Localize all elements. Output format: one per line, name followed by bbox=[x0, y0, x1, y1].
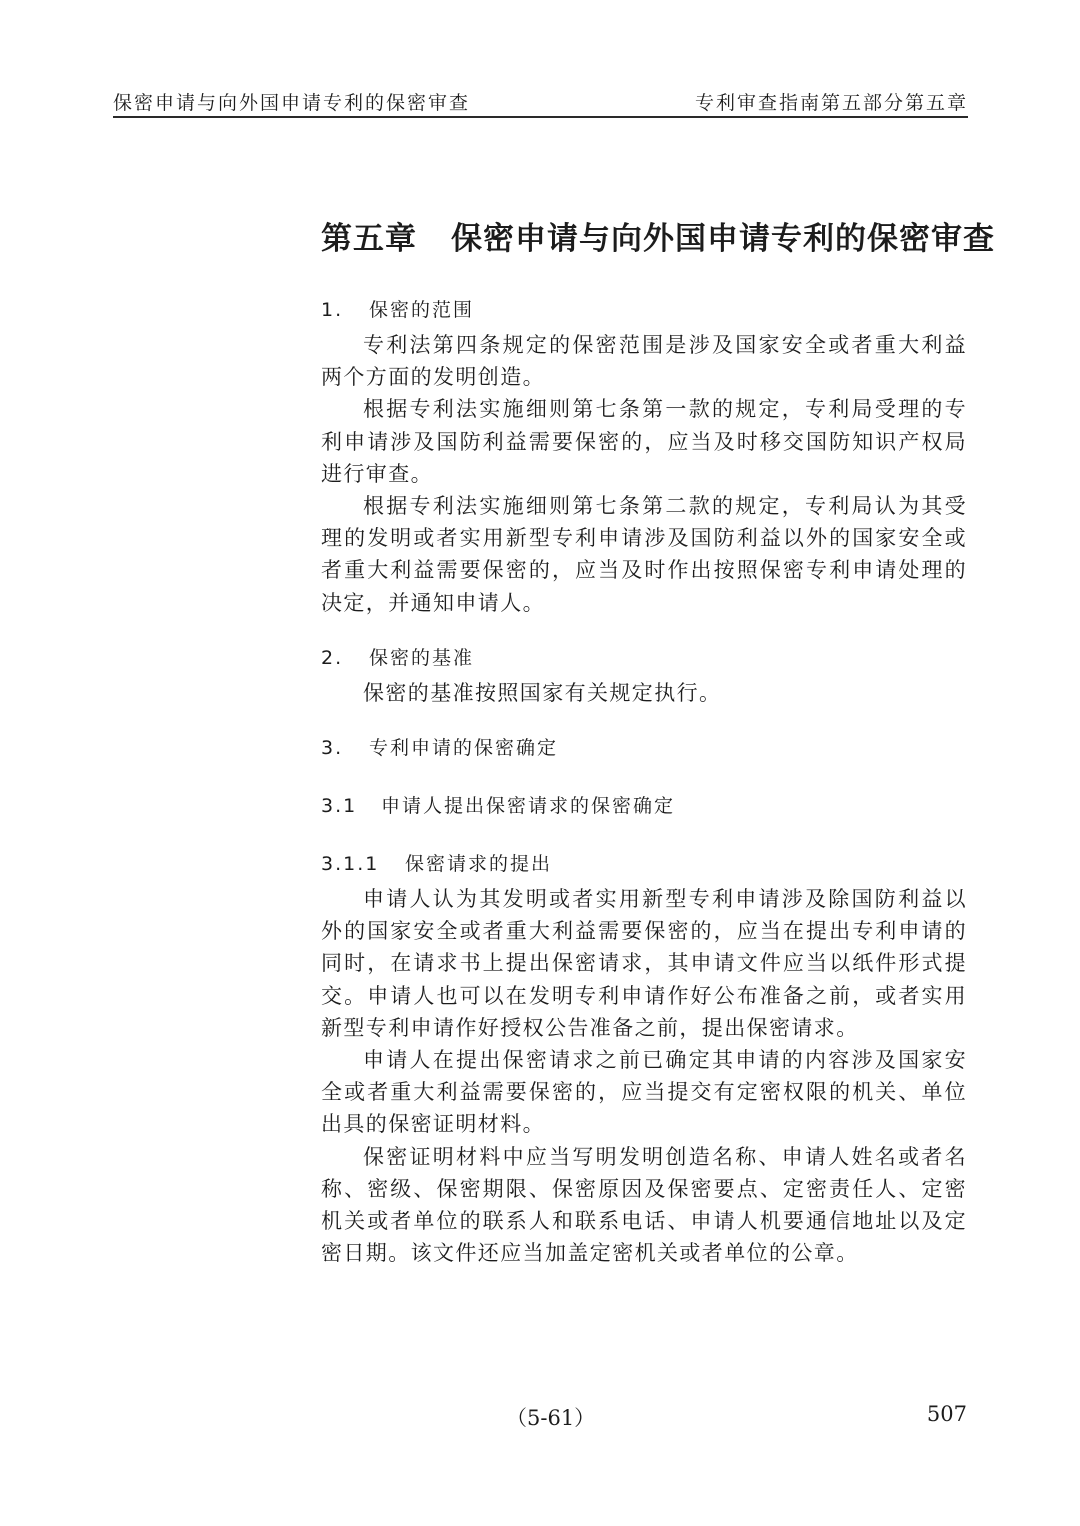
section-number: 3.1.1 bbox=[321, 853, 380, 876]
section-number: 1. bbox=[321, 299, 344, 321]
paragraph: 保密的基准按照国家有关规定执行。 bbox=[363, 680, 722, 705]
paragraph: 保密证明材料中应当写明发明创造名称、申请人姓名或者名称、密级、保密期限、保密原因及保密要点、定密责任人、定密机关或者单位的联系人和联系电话、申请人机要通信地址以及定密日期。该文件还应当加盖定密机关或者单位的公章。 bbox=[321, 1144, 967, 1266]
running-header-right: 专利审查指南第五部分第五章 bbox=[694, 92, 968, 114]
section-heading-3-1-1 bbox=[321, 845, 967, 883]
page-code: （5-61） bbox=[506, 1406, 596, 1430]
section-heading-1 bbox=[321, 291, 967, 329]
page-number: 507 bbox=[926, 1402, 967, 1426]
chapter-title-text: 保密申请与向外国申请专利的保密审查 bbox=[451, 221, 995, 257]
section-heading-3-1 bbox=[321, 787, 967, 825]
section-number: 3. bbox=[321, 737, 344, 760]
paragraph: 根据专利法实施细则第七条第二款的规定，专利局认为其受理的发明或者实用新型专利申请涉及国防利益以外的国家安全或者重大利益需要保密的，应当及时作出按照保密专利申请处理的决定，并通知申请人。 bbox=[321, 494, 967, 615]
section-number: 2. bbox=[321, 646, 344, 669]
chapter-number: 第五章 bbox=[321, 221, 417, 257]
spacer bbox=[321, 619, 967, 639]
section-title: 保密的基准 bbox=[369, 646, 475, 669]
section-title: 保密的范围 bbox=[369, 299, 475, 321]
paragraph: 专利法第四条规定的保密范围是涉及国家安全或者重大利益两个方面的发明创造。 bbox=[321, 333, 967, 390]
paragraph: 申请人认为其发明或者实用新型专利申请涉及除国防利益以外的国家安全或者重大利益需要保密的，应当在提出专利申请的同时，在请求书上提出保密请求，其申请文件应当以纸件形式提交。申请人也可以在发明专利申请作好公布准备之前，或者实用新型专利申请作好授权公告准备之前，提出保密请求。 bbox=[321, 887, 967, 1040]
section-heading-2 bbox=[321, 639, 967, 677]
paragraph: 根据专利法实施细则第七条第一款的规定，专利局受理的专利申请涉及国防利益需要保密的，应当及时移交国防知识产权局进行审查。 bbox=[321, 397, 967, 486]
section-title: 专利申请的保密确定 bbox=[369, 737, 559, 760]
section-heading-3 bbox=[321, 729, 967, 767]
paragraph: 申请人在提出保密请求之前已确定其申请的内容涉及国家安全或者重大利益需要保密的，应当提交有定密权限的机关、单位出具的保密证明材料。 bbox=[321, 1048, 967, 1137]
spacer bbox=[321, 825, 967, 845]
running-header-left: 保密申请与向外国申请专利的保密审查 bbox=[113, 92, 471, 114]
page-body bbox=[321, 291, 967, 1269]
spacer bbox=[321, 709, 967, 729]
header-divider bbox=[113, 116, 968, 118]
section-number: 3.1 bbox=[321, 795, 358, 818]
chapter-title bbox=[321, 213, 995, 258]
spacer bbox=[321, 767, 967, 787]
section-title: 保密请求的提出 bbox=[405, 853, 553, 876]
section-title: 申请人提出保密请求的保密确定 bbox=[381, 795, 676, 818]
